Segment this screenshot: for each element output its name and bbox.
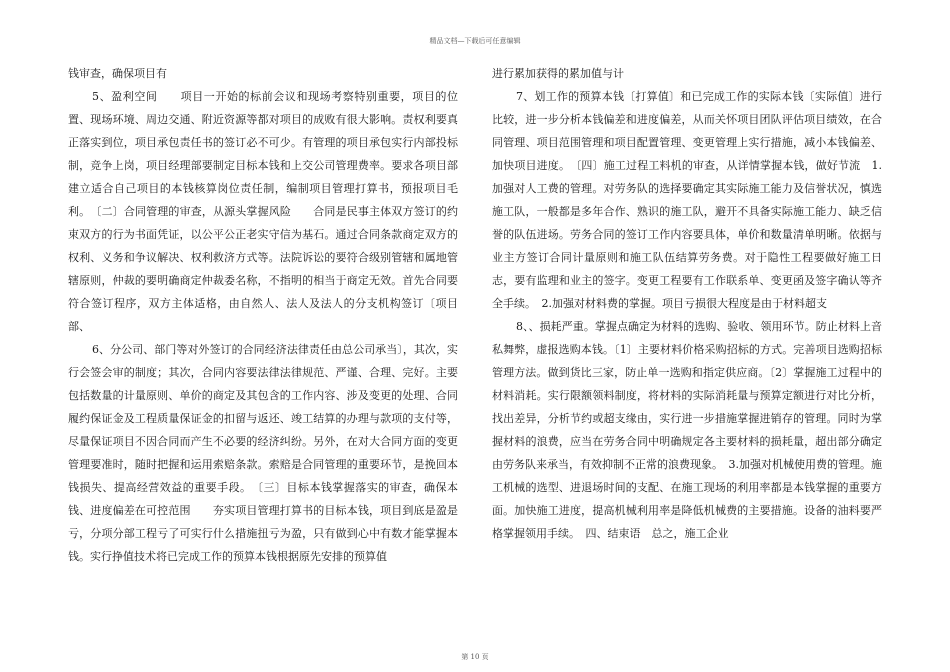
right-paragraph-continuation: 进行累加获得的累加值与计 (492, 67, 624, 80)
page-number: 第 10 页 (461, 653, 489, 661)
left-column (68, 62, 458, 568)
left-paragraph-contracts: 6、分公司、部门等对外签订的合同经济法律责任由总公司承当〕，其次，实行会签会审的制度；其次，合同内容要法律法律规范、严谨、合理、完好。主要包括数量的计量原则、单价的商定及其包含的工作内容、涉及变更的处理、合同履约保证金及工程质量保证金的扣留与返还、竣工结算的办理与款项的支付等，尽量保证项目不因合同而产生不必要的经济纠纷。另外，在对大合同方面的变更管理要准时，随时把握和运用索赔条款。索赔是合同管理的重要环节，是挽回本钱损失、提高经营效益的重要手段。 〔三〕目标本钱掌握落实的审查，确保本钱、进度偏差在可控范围 夯实项目管理打算书的目标本钱，项目到底是盈是亏，分项分部工程亏了可实行什么措施扭亏为盈，只有做到心中有数才能掌握本钱。实行挣值技术将已完成工作的预算本钱根据原先安排的预算值 (68, 343, 458, 563)
right-column (492, 62, 882, 545)
page-header: 精品文档—下载后可任意编辑 (429, 37, 521, 45)
right-paragraph-budget-comparison: 7、划工作的预算本钱〔打算值〕和已完成工作的实际本钱〔实际值〕进行比较，进一步分析本钱偏差和进度偏差，从而关怀项目团队评估项目绩效，在合同管理、项目范围管理和项目配置管理、变更管理上实行措施，减小本钱偏差、加快项目进度。 〔四〕施工过程工料机的审查，从详情掌握本钱，做好节流 1.加强对人工费的管理。对劳务队的选择要确定其实际施工能力及信誉状况，慎选施工队，一般都是多年合作、熟识的施工队，避开不具备实际施工能力、缺乏信誉的队伍进场。劳务合同的签订工作内容要具体，单价和数量清单明晰。依据与业主方签订合同计量原则和施工队伍结算劳务费。对于隐性工程要做好施工日志，要有监理和业主的签字。变更工程要有工作联系单、变更函及签字确认等齐全手续。 2.加强对材料费的掌握。项目亏损很大程度是由于材料超支 (492, 90, 882, 310)
left-paragraph-profit-space: 5、盈利空间 项目一开始的标前会议和现场考察特别重要，项目的位置、现场环境、周边交通、附近资源等都对项目的成败有很大影响。责权利要真正落实到位，项目承包责任书的签订必不可少。有管理的项目承包实行内部投标制，竞争上岗，项目经理部要制定目标本钱和上交公司管理费率。要求各项目部建立适合自己项目的本钱核算岗位责任制，编制项目管理打算书，预报项目毛利。 〔二〕合同管理的审查，从源头掌握风险 合同是民事主体双方签订的约束双方的行为书面凭证，以公平公正老实守信为基石。通过合同条款商定双方的权利、义务和争议解决、权利救济方式等。法院诉讼的要符合级别管辖和属地管辖原则，仲裁的要明确商定仲裁委名称，不指明的相当于商定无效。首先合同要符合签订程序，双方主体适格，由自然人、法人及法人的分支机构签订〔项目部、 (68, 90, 458, 333)
left-paragraph-continuation: 钱审查，确保项目有 (68, 67, 167, 80)
right-paragraph-material-loss: 8、、损耗严重。掌握点确定为材料的选购、验收、领用环节。防止材料上音私舞弊，虚报选购本钱。〔1〕主要材料价格采购招标的方式。完善项目选购招标管理方法。做到货比三家，防止单一选购和指定供应商。〔2〕掌握施工过程中的材料消耗。实行限额领料制度，将材料的实际消耗量与预算定额进行对比分析，找出差异，分析节约或超支缘由，实行进一步措施掌握进销存的管理。同时为掌握材料的浪费，应当在劳务合同中明确规定各主要材料的损耗量，超出部分确定由劳务队来承当，有效抑制不正常的浪费现象。 3.加强对机械使用费的管理。施工机械的选型、进退场时间的支配、在施工现场的利用率都是本钱掌握的重要方面。加快施工进度，提高机械利用率是降低机械费的主要措施。设备的油料要严格掌握领用手续。 四、结束语 总之，施工企业 (492, 320, 882, 540)
